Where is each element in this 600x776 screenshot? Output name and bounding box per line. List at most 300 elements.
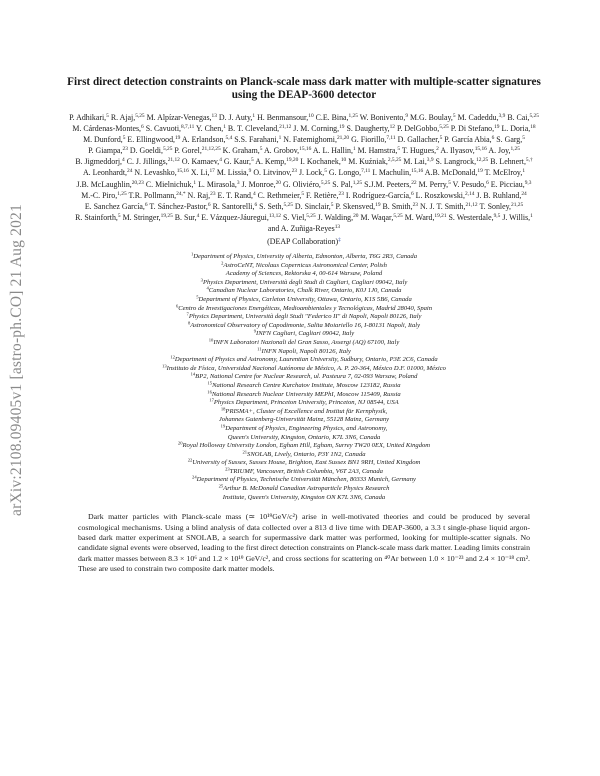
affiliation (64, 253, 544, 262)
author-name: T. Sonley, (479, 201, 512, 211)
author-name: S. Seth, (259, 201, 284, 211)
author-affiliation-marks: 5,25 (162, 146, 173, 153)
affiliation (64, 330, 544, 339)
author (268, 224, 340, 233)
affiliation-number: 10 (208, 337, 214, 343)
author-affiliation-marks: 15,16 (299, 146, 312, 153)
author (318, 213, 359, 222)
author (316, 113, 358, 122)
author (300, 157, 346, 166)
author (69, 113, 109, 122)
author-name: Y. Chen, (195, 124, 224, 134)
affiliation-text: PRISMA+, Cluster of Excellence and Institut für Kernphysik, (225, 407, 388, 415)
author-name: G. Fiorillo, (351, 135, 387, 145)
author-name: D. Gallacher, (397, 135, 440, 145)
author (299, 168, 327, 177)
author-name: M. Stringer, (122, 212, 161, 222)
author-name: M. Waqar, (360, 212, 394, 222)
author-name: A. Erlandson, (181, 135, 226, 145)
author-name: B. Lehnert, (490, 157, 526, 167)
author (283, 213, 316, 222)
author-affiliation-marks: 5 (106, 113, 109, 119)
affiliation-text: Johannes Gutenberg-Universität Mainz, 55128 Mainz, Germany (218, 416, 390, 424)
author (88, 146, 128, 155)
author-affiliation-marks: 5,25 (320, 179, 331, 186)
author (128, 191, 185, 200)
affiliation-text: AstroCeNT, Nicolaus Copernicus Astronomical Center, Polish (223, 261, 387, 269)
author-affiliation-marks: 15,16 (474, 146, 487, 153)
author-name: S.S. Farahani, (234, 135, 279, 145)
author-affiliation-marks: 1 (522, 168, 526, 175)
author-name: P. Giampa, (88, 146, 123, 156)
author-affiliation-marks: 5,† (525, 157, 533, 164)
author (174, 146, 220, 155)
author (295, 202, 334, 211)
author-affiliation-marks: 7,11 (386, 135, 396, 142)
author-name: E. Vázquez-Jáuregui, (201, 212, 269, 222)
author-name: N. Raj, (187, 190, 211, 200)
author-affiliation-marks: 24 (127, 168, 133, 175)
author-affiliation-marks: 6 (144, 201, 148, 208)
affiliation (64, 416, 544, 425)
author (83, 135, 125, 144)
author-name: N. Levashko, (134, 168, 177, 178)
author-name: J. Monroe, (241, 179, 276, 189)
author (313, 146, 356, 155)
affiliation (64, 296, 544, 305)
author-affiliation-marks: 22 (411, 179, 417, 186)
affiliation (64, 391, 544, 400)
author (217, 168, 252, 177)
author-affiliation-marks: 21,12 (167, 157, 180, 164)
affiliation-text: Queen's University, Kingston, Ontario, K7L 3N6, Canada (227, 433, 381, 441)
affiliation-number: 17 (209, 397, 214, 403)
affiliation-text: TRIUMF, Vancouver, British Columbia, V6T 2A3, Canada (229, 467, 383, 475)
author-name: M. Kuźniak, (348, 157, 388, 167)
author-name: S.J.M. Peeters, (364, 179, 412, 189)
author (234, 135, 281, 144)
author (403, 157, 433, 166)
author (83, 168, 132, 177)
collaboration-line (64, 237, 544, 246)
author-name: P. Di Stefano, (450, 124, 495, 134)
affiliation-number: 23 (225, 466, 230, 472)
author-affiliation-marks: 9,3 (524, 179, 532, 186)
author (416, 191, 475, 200)
author-name: S. Pal, (332, 179, 353, 189)
author-name: F. Retière, (306, 190, 339, 200)
affiliation-text: University of Sussex, Sussex House, Brighton, East Sussex BN1 9RH, United Kingdom (192, 459, 421, 467)
author-affiliation-marks: 5,4 (225, 135, 233, 142)
affiliation-text: INFN Cagliari, Cagliari 09042, Italy (256, 330, 355, 338)
affiliation-number: 4 (206, 285, 209, 291)
author-affiliation-marks: 4 (219, 157, 222, 164)
author-affiliation-marks: 10 (340, 157, 347, 164)
author (147, 113, 217, 122)
author-name: M. Hamstra, (357, 146, 398, 156)
author (329, 168, 370, 177)
affiliation-text: Department of Physics and Astronomy, Laurentian University, Sudbury, Ontario, P3E 2C6, Canada (174, 356, 438, 364)
author-name: M. Ward, (404, 212, 435, 222)
author-affiliation-marks: 5 (452, 113, 456, 119)
author-affiliation-marks: 5 (448, 179, 451, 186)
author (346, 124, 395, 133)
author (488, 146, 520, 155)
author-name: R. Ajaj, (110, 113, 136, 122)
author-affiliation-marks: 4 (122, 157, 125, 164)
author (398, 135, 443, 144)
author-name: E. Sanchez García, (84, 201, 145, 211)
author-affiliation-marks: 1 (352, 146, 356, 153)
affiliation-text: Instituto de Física, Universidad Nacional Autónoma de México, A. P. 20-364, México D.F. 01000, México (166, 364, 446, 372)
author-name: T. Sánchez-Pastor, (149, 201, 208, 211)
author-affiliation-marks: 17 (209, 168, 215, 175)
author-affiliation-marks: 21,12 (465, 201, 478, 208)
author-affiliation-marks: 1 (252, 113, 256, 119)
author-name: W. Bonivento, (359, 113, 406, 122)
affiliation (64, 434, 544, 443)
author (458, 113, 506, 122)
affiliation (64, 451, 544, 460)
author-affiliation-marks: 21,12,25 (201, 146, 221, 153)
author-affiliation-marks: 2,14 (464, 190, 475, 197)
paper-front-page (64, 76, 544, 575)
author-affiliation-marks: 5 (397, 146, 401, 153)
author-affiliation-marks: 19 (494, 124, 500, 131)
author-name: R. Stainforth, (75, 212, 118, 222)
author-affiliation-marks: 20 (353, 212, 359, 219)
author-name: O. Kamaev, (181, 157, 220, 167)
affiliation (64, 382, 544, 391)
author (196, 124, 226, 133)
author-name: M.-C. Piro, (81, 190, 118, 200)
affiliation-number: 18 (220, 406, 226, 412)
affiliation (64, 262, 544, 271)
author (410, 113, 456, 122)
author-affiliation-marks: 9,5 (493, 212, 501, 219)
author (219, 113, 255, 122)
author (223, 146, 263, 155)
author (440, 146, 486, 155)
author-affiliation-marks: 5 (439, 135, 443, 142)
author-name: S. Westerdale, (448, 212, 494, 222)
author (130, 146, 173, 155)
affiliation (64, 339, 544, 348)
affiliation-text: Physics Department, Università degli Studi di Cagliari, Cagliari 09042, Italy (202, 278, 408, 286)
author-name: S. Garg, (496, 135, 523, 145)
author-name: M. Cadeddu, (457, 113, 499, 122)
author-affiliation-marks: 7,11 (361, 168, 371, 175)
author-name: C. Mielnichuk, (145, 179, 194, 189)
author-affiliation-marks: 24,* (176, 190, 186, 197)
author-affiliation-marks: 1,25 (510, 146, 520, 153)
author-name: D. J. Auty, (218, 113, 253, 122)
author-affiliation-marks: 24 (521, 190, 527, 197)
author-affiliation-marks: 10 (308, 113, 314, 119)
author-name: P. Gorel, (174, 146, 202, 156)
affiliation-list (64, 253, 544, 502)
author (405, 213, 447, 222)
author (218, 191, 256, 200)
affiliation (64, 476, 544, 485)
author-affiliation-marks: 23 (338, 190, 344, 197)
affiliation-number: 20 (177, 440, 183, 446)
author-name: P. DelGobbo, (396, 124, 440, 134)
affiliation-number: 2 (221, 260, 224, 266)
author (501, 124, 535, 133)
author-name: I. Rodríguez-García, (345, 190, 411, 200)
author-name: J. B. Ruhland, (476, 190, 522, 200)
author (228, 124, 291, 133)
author (188, 191, 216, 200)
author (175, 213, 200, 222)
author-affiliation-marks: 5,25 (135, 113, 145, 119)
affiliation (64, 425, 544, 434)
affiliation-text: Royal Holloway University London, Egham Hill, Egham, Surrey TW20 0EX, United Kingdom (182, 442, 431, 450)
affiliation-number: 5 (196, 294, 199, 300)
collaboration-name: (DEAP Collaboration) (267, 237, 339, 247)
author-name: P. Skensved, (335, 201, 376, 211)
author (348, 157, 401, 166)
author (306, 191, 344, 200)
author-name: S. Cavuoti, (145, 124, 181, 134)
author (490, 157, 532, 166)
author (127, 157, 180, 166)
author-affiliation-marks: 5,25 (529, 113, 539, 119)
author-name: E. T. Rand, (217, 190, 253, 200)
affiliation-number: 11 (257, 346, 262, 352)
author-name: and A. Zuñiga-Reyes (267, 223, 335, 233)
author-name: H. Benmansour, (257, 113, 309, 122)
author-affiliation-marks: 21,20 (336, 135, 350, 142)
author-name: M. Lai, (403, 157, 427, 167)
affiliation (64, 485, 544, 494)
affiliation-number: 13 (162, 363, 167, 369)
author-name: R. Santorelli, (212, 201, 255, 211)
author (255, 157, 298, 166)
author-affiliation-marks: 5,25 (283, 201, 293, 208)
author-name: B. Smith, (382, 201, 413, 211)
author-affiliation-marks: 1 (530, 212, 533, 219)
author-affiliation-marks: 23 (412, 201, 418, 208)
author (77, 180, 144, 189)
author-name: A. Ilyasov, (440, 146, 475, 156)
author-affiliation-marks: 6 (410, 190, 414, 197)
affiliation (64, 348, 544, 357)
author-affiliation-marks: 20 (275, 179, 281, 186)
affiliation (64, 399, 544, 408)
author-name: G. Kaur, (223, 157, 251, 167)
author (242, 180, 281, 189)
affiliation-text: Astronomical Observatory of Capodimonte, Salita Moiariello 16, I-80131 Napoli, Italy (190, 321, 421, 329)
author-affiliation-marks: 13 (334, 223, 341, 230)
author (253, 168, 297, 177)
affiliation-text: Department of Physics, Carleton University, Ottawa, Ontario, K1S 5B6, Canada (198, 296, 412, 303)
author-name: A. Grobov, (263, 146, 300, 156)
author-name: J.B. McLaughlin, (76, 179, 132, 189)
author (149, 202, 210, 211)
author (360, 113, 408, 122)
affiliation-number: 7 (186, 311, 189, 317)
author (476, 191, 526, 200)
affiliation-text: Department of Physics, University of Alberta, Edmonton, Alberta, T6G 2R3, Canada (193, 253, 418, 261)
author (111, 113, 145, 122)
author-affiliation-marks: 5 (324, 168, 327, 175)
author-affiliation-marks: 23 (291, 168, 297, 175)
author (372, 168, 423, 177)
author (507, 113, 539, 122)
author-name: T.R. Pollmann, (128, 190, 177, 200)
author-name: A. Joy, (488, 146, 511, 156)
affiliation-text: National Research Centre Kurchatov Institute, Moscow 123182, Russia (212, 381, 401, 389)
author (419, 180, 451, 189)
author-name: M. Perry, (418, 179, 449, 189)
arxiv-sidebar-stamp (6, 130, 28, 590)
author-name: A. Kemp, (255, 157, 287, 167)
affiliation-text: Canadian Nuclear Laboratories, Chalk River, Ontario, K0J 1J0, Canada (208, 287, 402, 295)
author-affiliation-marks: 8,7,11 (181, 124, 195, 131)
author-name: D. Goeldi, (129, 146, 163, 156)
author (502, 213, 533, 222)
author-affiliation-marks: 19,21 (434, 212, 447, 219)
affiliation (64, 373, 544, 382)
author-affiliation-marks: 4 (252, 190, 256, 197)
affiliation-number: 15 (207, 380, 213, 386)
author (75, 157, 124, 166)
author-affiliation-marks: 19 (174, 135, 181, 142)
author-name: B. Cai, (507, 113, 530, 122)
author-affiliation-marks: 9 (248, 168, 252, 175)
author-list (64, 112, 544, 234)
author-affiliation-marks: 5 (117, 212, 121, 219)
author-name: E. Ellingwood, (127, 135, 175, 145)
author (496, 135, 525, 144)
author-affiliation-marks: 9 (405, 113, 409, 119)
author-affiliation-marks: 5,25 (439, 124, 449, 131)
author (364, 180, 417, 189)
author-name: V. Pesudo, (452, 179, 487, 189)
author-name: I. Machulin, (372, 168, 412, 178)
author-name: P. García Abia, (444, 135, 492, 145)
author-name: J. Lock, (298, 168, 325, 178)
author-name: A.B. McDonald, (424, 168, 478, 178)
author-name: G. Oliviéro, (282, 179, 321, 189)
author-name: T. McElroy, (484, 168, 523, 178)
author-affiliation-marks: 13,12 (268, 212, 281, 219)
author-affiliation-marks: 6 (486, 179, 489, 186)
author (479, 202, 523, 211)
author (146, 180, 196, 189)
author-affiliation-marks: 5,25 (306, 212, 316, 219)
author-affiliation-marks: 21,12 (279, 124, 292, 131)
author (72, 124, 143, 133)
affiliation-number: 3 (200, 277, 203, 283)
author-affiliation-marks: 5 (301, 190, 305, 197)
author-affiliation-marks: 5 (122, 135, 126, 142)
author-affiliation-marks: 5,25 (393, 212, 403, 219)
affiliation-number: 22 (187, 457, 193, 463)
author (444, 135, 494, 144)
author-name: B. T. Cleveland, (227, 124, 280, 134)
affiliation-text: SNOLAB, Lively, Ontario, P3Y 1N2, Canada (247, 450, 366, 458)
author (436, 157, 489, 166)
author (283, 180, 330, 189)
author-affiliation-marks: 19 (339, 124, 345, 131)
author-name: M.G. Boulay, (410, 113, 453, 122)
affiliation-text: BP2, National Centre for Nuclear Research, ul. Pasteura 7, 02-093 Warsaw, Poland (195, 373, 418, 381)
author (351, 135, 396, 144)
affiliation-text: Department of Physics, Engineering Physics, and Astronomy, (225, 424, 388, 432)
author-name: J. M. Corning, (293, 124, 340, 134)
affiliation-text: INFN Napoli, Napoli 80126, Italy (261, 347, 351, 355)
author (259, 202, 293, 211)
author-affiliation-marks: 23 (210, 190, 216, 197)
author (201, 213, 281, 222)
affiliation-text: Centro de Investigaciones Energéticas, Medioambientales y Tecnológicas, Madrid 28040, Spain (178, 304, 433, 312)
author (332, 180, 362, 189)
author-name: I. Kochanek, (300, 157, 341, 167)
author-affiliation-marks: 20,23 (131, 179, 144, 186)
affiliation-number: 16 (207, 389, 212, 395)
author (402, 146, 439, 155)
author (85, 202, 148, 211)
author-affiliation-marks: 6 (207, 201, 211, 208)
author (449, 213, 501, 222)
affiliation-number: 9 (253, 328, 257, 334)
affiliation-number: 14 (190, 371, 196, 377)
author-name: B. Jigmeddorj, (75, 157, 123, 167)
author-name: P. Adhikari, (69, 113, 107, 122)
author-affiliation-marks: 19 (477, 168, 483, 175)
author-name: C.E. Bina, (315, 113, 349, 122)
author-affiliation-marks: 4 (196, 212, 200, 219)
author (397, 124, 449, 133)
author-name: J. Walding, (317, 212, 354, 222)
author-name: M. Cárdenas-Montes, (72, 124, 142, 134)
affiliation (64, 442, 544, 451)
author-affiliation-marks: 3,9 (426, 157, 434, 164)
author (264, 146, 311, 155)
author (453, 180, 489, 189)
author-name: S. Langrock, (435, 157, 477, 167)
abstract: Dark matter particles with Planck-scale mass (≃ 10¹⁹GeV/c²) arise in well-motivated theories and could be produced by several cosmological mechanisms. Using a blind analysis of data collected over a 813 d live time with DEAP-3600, a 3.3 t single-phase liquid argon-based dark matter experiment at SNOLAB, a search for supermassive dark matter was performed, looking for multiple-scatter signals. No candidate signal events were observed, leading to the first direct detection constraints on Planck-scale mass dark matter. Leading limits constrain dark matter masses between 8.3 × 10⁶ and 1.2 × 10¹⁹ GeV/c², and cross sections for scattering on ⁴⁰Ar between 1.0 × 10⁻²³ and 2.4 × 10⁻¹⁸ cm². These are used to constrain two composite dark matter models. (78, 512, 530, 574)
author (335, 202, 380, 211)
author (134, 168, 188, 177)
author (182, 157, 222, 166)
affiliation-number: 8 (187, 320, 191, 326)
author (451, 124, 500, 133)
author (383, 202, 418, 211)
author-name: C. Rethmeier, (257, 190, 302, 200)
affiliation (64, 459, 544, 468)
affiliation-number: 12 (170, 354, 175, 360)
author (257, 113, 314, 122)
author (191, 168, 215, 177)
affiliation (64, 287, 544, 296)
author-name: E. Picciau, (490, 179, 525, 189)
author-affiliation-marks: 5 (251, 157, 254, 164)
author-affiliation-marks: 1 (223, 124, 226, 131)
author (360, 213, 402, 222)
author (123, 213, 173, 222)
author (293, 124, 344, 133)
affiliation-text: Arthur B. McDonald Canadian Astroparticle Physics Research (223, 485, 390, 493)
author-affiliation-marks: 1 (278, 135, 282, 142)
author (224, 157, 254, 166)
affiliation-text: Institute, Queen's University, Kingston ON K7L 3N6, Canada (222, 493, 386, 501)
author-name: D. Sinclair, (294, 201, 331, 211)
author (213, 202, 258, 211)
